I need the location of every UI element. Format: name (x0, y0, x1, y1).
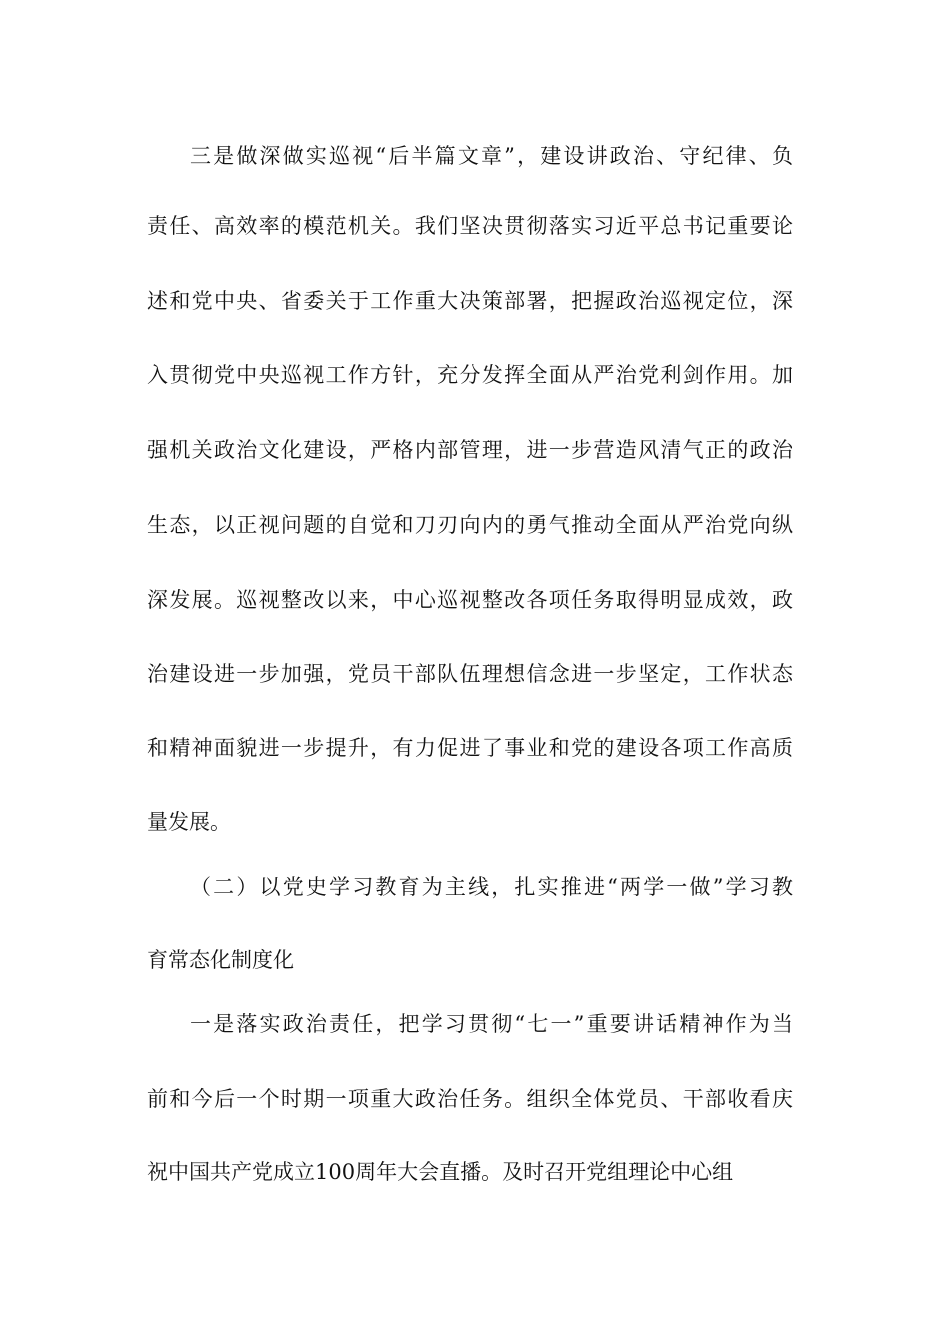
section-heading-line-1: （二）以党史学习教育为主线，扎实推进“两学一做”学习教 (190, 875, 793, 899)
paragraph-2-line-1: 一是落实政治责任，把学习贯彻“七一”重要讲话精神作为当 (190, 1012, 793, 1036)
paragraph-1-line-6: 生态，以正视问题的自觉和刀刃向内的勇气推动全面从严治党向纵 (147, 513, 793, 537)
paragraph-1-line-1: 三是做深做实巡视“后半篇文章”，建设讲政治、守纪律、负 (190, 144, 793, 168)
paragraph-1-line-7: 深发展。巡视整改以来，中心巡视整改各项任务取得明显成效，政 (147, 588, 793, 612)
paragraph-2-line-3: 祝中国共产党成立100周年大会直播。及时召开党组理论中心组 (147, 1160, 734, 1184)
paragraph-1-line-4: 入贯彻党中央巡视工作方针，充分发挥全面从严治党利剑作用。加 (147, 363, 793, 387)
paragraph-1-line-5: 强机关政治文化建设，严格内部管理，进一步营造风清气正的政治 (147, 438, 793, 462)
paragraph-2-line-2: 前和今后一个时期一项重大政治任务。组织全体党员、干部收看庆 (147, 1087, 793, 1111)
paragraph-1-line-10: 量发展。 (147, 810, 231, 834)
section-heading-line-2: 育常态化制度化 (147, 948, 294, 972)
paragraph-1-line-2: 责任、高效率的模范机关。我们坚决贯彻落实习近平总书记重要论 (147, 214, 793, 238)
paragraph-1-line-9: 和精神面貌进一步提升，有力促进了事业和党的建设各项工作高质 (147, 736, 793, 760)
paragraph-1-line-3: 述和党中央、省委关于工作重大决策部署，把握政治巡视定位，深 (147, 289, 793, 313)
paragraph-1-line-8: 治建设进一步加强，党员干部队伍理想信念进一步坚定，工作状态 (147, 662, 793, 686)
